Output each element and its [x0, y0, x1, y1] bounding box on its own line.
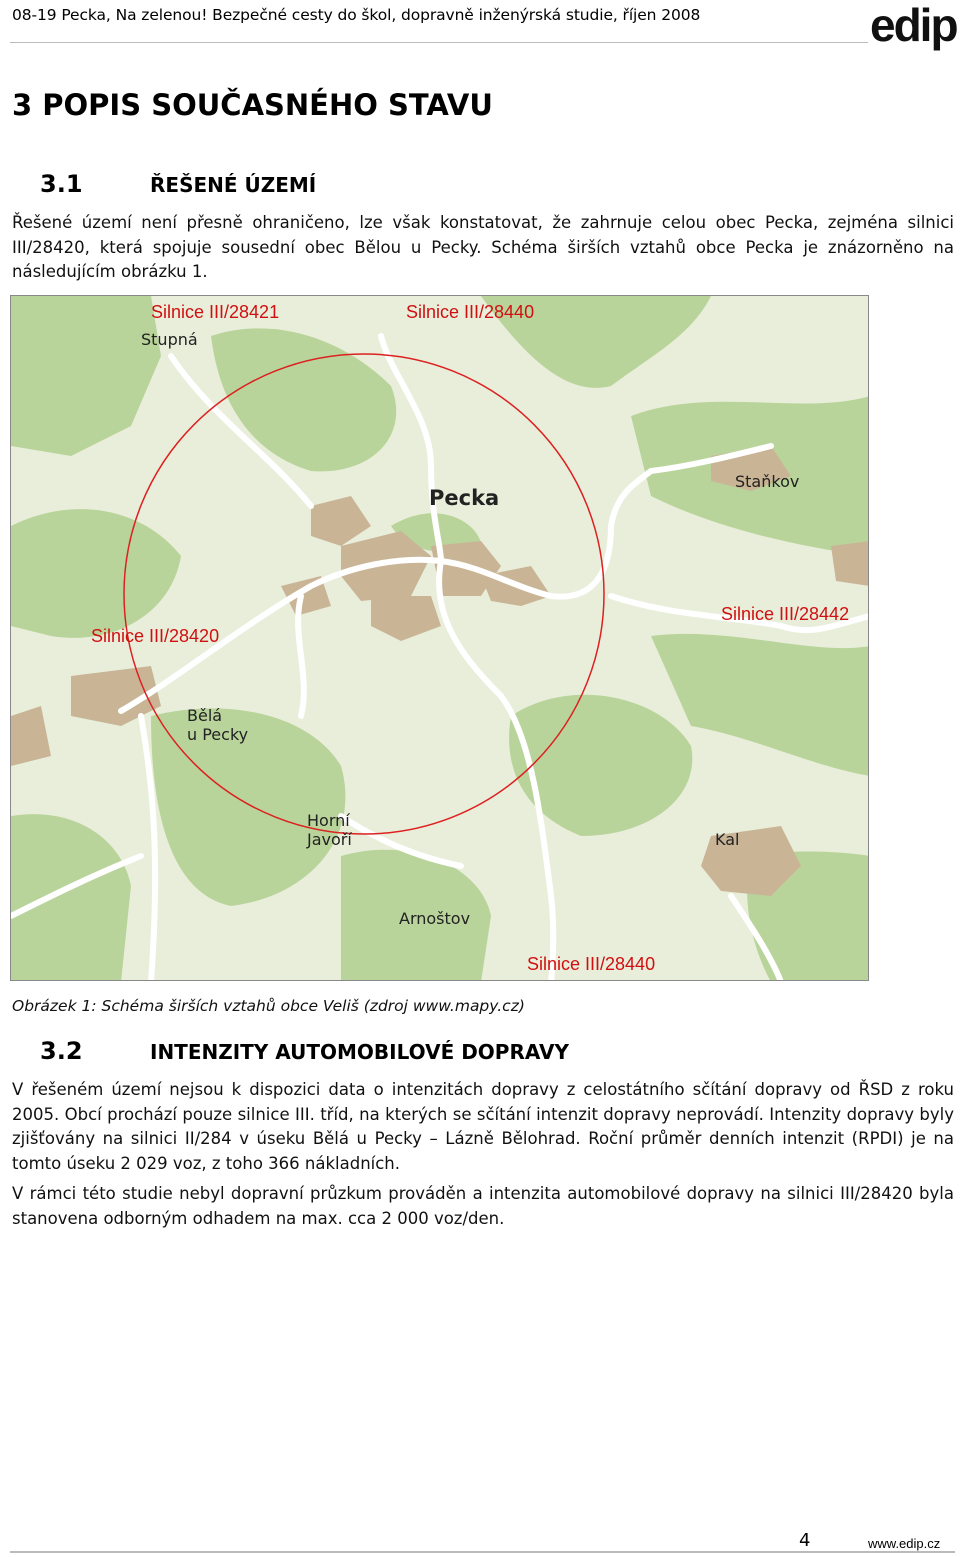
- map-label-road-28421: Silnice III/28421: [151, 302, 280, 322]
- map-figure: [10, 295, 869, 981]
- place-horni-javori-line1: Horní: [307, 811, 350, 830]
- subsection-heading-3-1: [40, 170, 316, 198]
- section-title: 3 POPIS SOUČASNÉHO STAVU: [12, 88, 493, 122]
- subsection-title: INTENZITY AUTOMOBILOVÉ DOPRAVY: [150, 1040, 569, 1064]
- paragraph-reseni-uzemi: Řešené území není přesně ohraničeno, lze však konstatovat, že zahrnuje celou obec Pecka, zejména silnici III/28420, která spojuje sousední obec Bělou u Pecky. Schéma širších vztahů obce Pecka je znázorněno na následujícím obrázku 1.: [12, 213, 954, 281]
- page-number: 4: [799, 1530, 811, 1551]
- header-text: 08-19 Pecka, Na zelenou! Bezpečné cesty do škol, dopravně inženýrská studie, říjen 2008: [12, 6, 701, 24]
- paragraph-intenzity-1: V řešeném území nejsou k dispozici data o intenzitách dopravy z celostátního sčítání dopravy od ŘSD z roku 2005. Obcí prochází pouze silnice III. tříd, na kterých se sčítání intenzit dopravy neprovádí. Intenzity dopravy byly zjišťovány na silnici II/284 v úseku Bělá u Pecky – Lázně Bělohrad. Roční průměr denních intenzit (RPDI) je na tomto úseku 2 029 voz, z toho 366 nákladních.: [12, 1080, 954, 1173]
- paragraph-intenzity-2: V rámci této studie nebyl dopravní průzkum prováděn a intenzita automobilové dopravy na silnici III/28420 byla stanovena odborným odhadem na max. cca 2 000 voz/den.: [12, 1184, 954, 1228]
- map-label-road-28420: Silnice III/28420: [91, 626, 220, 646]
- place-pecka: Pecka: [429, 486, 500, 510]
- map-label-road-28440-bottom: Silnice III/28440: [527, 954, 656, 974]
- header-divider: [10, 42, 868, 43]
- subsection-number: 3.2: [40, 1037, 83, 1065]
- place-stupna: Stupná: [141, 330, 198, 349]
- place-arnostov: Arnoštov: [399, 909, 471, 928]
- subsection-number: 3.1: [40, 170, 83, 198]
- place-bela-line2: u Pecky: [187, 725, 249, 744]
- place-horni-javori-line2: Javoří: [307, 830, 352, 849]
- footer-url: www.edip.cz: [868, 1536, 941, 1551]
- place-kal: Kal: [715, 830, 740, 849]
- footer-divider: [10, 1551, 955, 1553]
- page-header: [0, 0, 960, 51]
- map-label-road-28442: Silnice III/28442: [721, 604, 850, 624]
- figure-caption: Obrázek 1: Schéma širších vztahů obce Veliš (zdroj www.mapy.cz): [12, 997, 525, 1015]
- place-bela: [187, 706, 248, 744]
- subsection-title: ŘEŠENÉ ÚZEMÍ: [150, 173, 317, 197]
- map-label-road-28440-top: Silnice III/28440: [406, 302, 535, 322]
- place-stankov: Staňkov: [735, 472, 800, 491]
- subsection-heading-3-2: [40, 1037, 569, 1065]
- edip-logo: edip: [870, 0, 957, 51]
- place-bela-line1: Bělá: [187, 706, 223, 725]
- place-horni-javori: [307, 811, 352, 849]
